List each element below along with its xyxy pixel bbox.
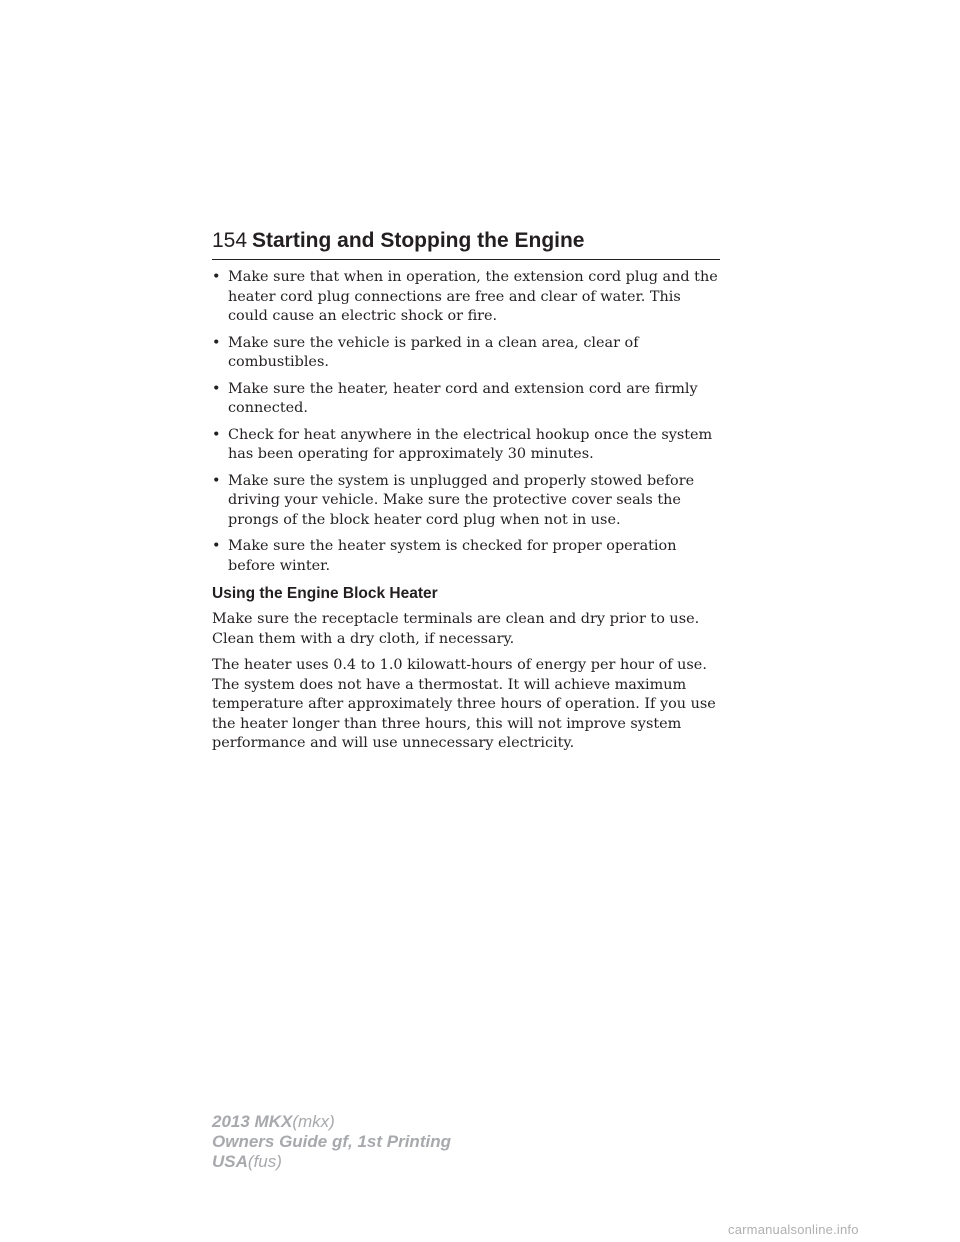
- bullet-icon: •: [212, 426, 221, 443]
- page-title: Starting and Stopping the Engine: [252, 229, 585, 252]
- list-item: [212, 268, 724, 327]
- page-number: 154: [212, 229, 248, 252]
- bullet-icon: •: [212, 269, 221, 285]
- list-item-text: Check for heat anywhere in the electrical hookup once the system has been operating for approximately 30 minutes.: [228, 426, 713, 462]
- list-item-text: Make sure the heater, heater cord and extension cord are firmly connected.: [228, 380, 698, 416]
- list-item: [212, 472, 724, 531]
- bullet-list: [212, 268, 724, 576]
- watermark: carmanualsonline.info: [728, 1222, 859, 1237]
- list-item-text: Make sure that when in operation, the extension cord plug and the heater cord plug connections are free and clear of water. This could cause an electric shock or fire.: [228, 269, 718, 324]
- list-item-text: Make sure the vehicle is parked in a clean area, clear of combustibles.: [228, 334, 639, 370]
- footer-line-region: USA(fus): [212, 1152, 282, 1171]
- page-content: [212, 268, 724, 761]
- print-footer: [212, 1112, 451, 1172]
- list-item: [212, 426, 724, 465]
- list-item: [212, 334, 724, 373]
- list-item: [212, 380, 724, 419]
- paragraph: The heater uses 0.4 to 1.0 kilowatt-hours of energy per hour of use. The system does not have a thermostat. It will achieve maximum temperature after approximately three hours of operation. If you use the heater longer than three hours, this will not improve system performance and will use unnecessary electricity.: [212, 657, 716, 751]
- list-item: [212, 537, 724, 576]
- footer-line-guide: Owners Guide gf, 1st Printing: [212, 1132, 451, 1151]
- bullet-icon: •: [212, 380, 221, 397]
- page-header: [212, 229, 720, 260]
- bullet-icon: •: [212, 538, 221, 554]
- bullet-icon: •: [212, 334, 221, 351]
- paragraph: Make sure the receptacle terminals are clean and dry prior to use. Clean them with a dry cloth, if necessary.: [212, 611, 700, 647]
- bullet-icon: •: [212, 472, 221, 489]
- list-item-text: Make sure the system is unplugged and properly stowed before driving your vehicle. Make sure the protective cover seals the prongs of the block heater cord plug when not in use.: [228, 472, 695, 528]
- list-item-text: Make sure the heater system is checked for proper operation before winter.: [228, 538, 677, 574]
- section-heading: Using the Engine Block Heater: [212, 585, 438, 602]
- footer-line-model: 2013 MKX(mkx): [212, 1112, 335, 1131]
